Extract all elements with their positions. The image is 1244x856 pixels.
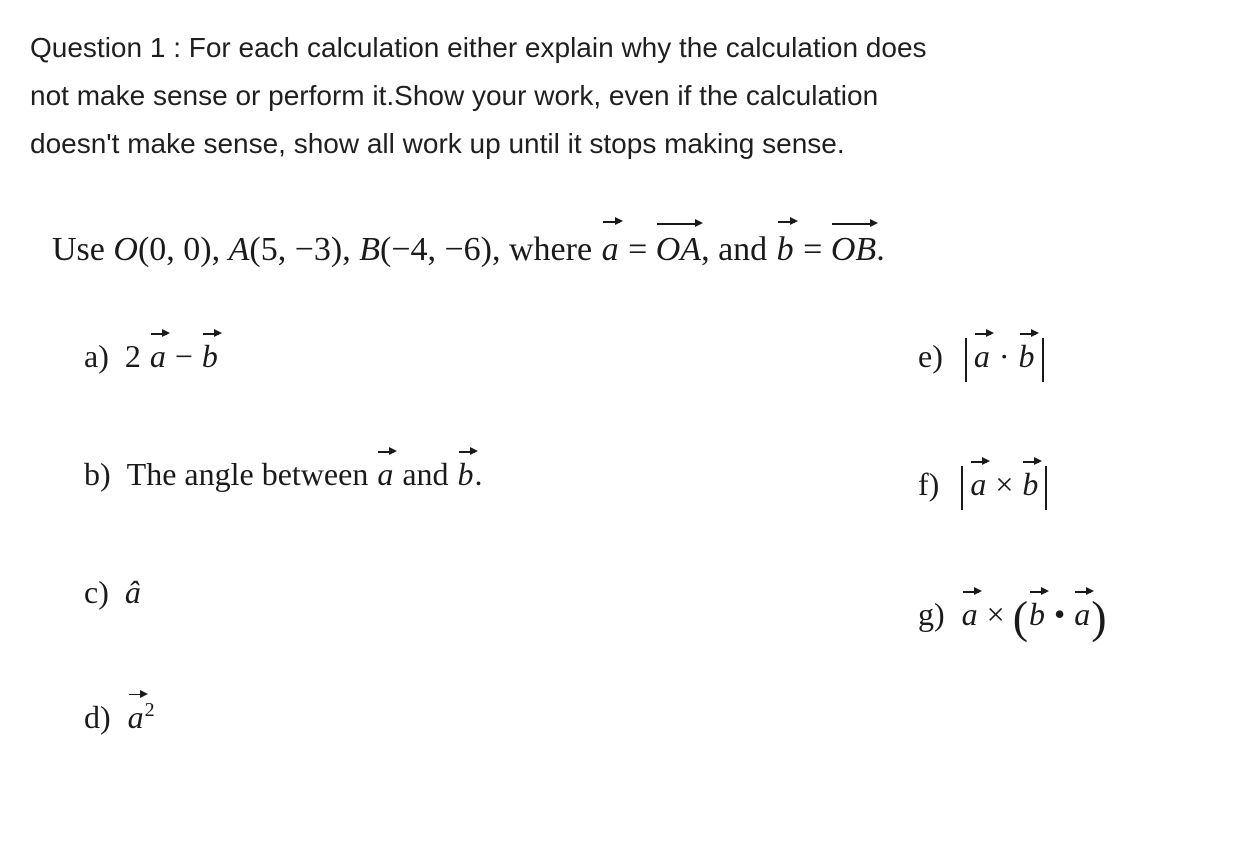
point-o: O: [113, 231, 138, 268]
vector-a: a: [1073, 592, 1091, 636]
given-use: Use: [52, 231, 114, 268]
unit-vector-a: â: [124, 574, 141, 610]
vector-a: a: [376, 452, 394, 496]
equals-sign: =: [794, 231, 831, 268]
vector-a: a: [127, 695, 145, 739]
exponent: 2: [144, 699, 155, 721]
item-f-label: f): [918, 466, 940, 502]
vector-oa: OA: [656, 222, 701, 278]
item-c: [84, 570, 141, 614]
dot-operator: •: [1046, 596, 1074, 632]
item-e-label: e): [918, 338, 943, 374]
equals-sign: =: [619, 231, 656, 268]
abs-bar-left: [961, 466, 963, 510]
vector-b: b: [1028, 592, 1046, 636]
left-paren: (: [1012, 591, 1029, 643]
item-a: [84, 334, 219, 378]
problem-image: [52, 222, 1107, 782]
minus-sign: −: [166, 338, 201, 374]
vector-b: b: [201, 334, 219, 378]
vector-a: a: [969, 462, 987, 506]
item-c-label: c): [84, 574, 109, 610]
given-statement: [52, 222, 885, 278]
question-prompt: [30, 24, 1210, 168]
point-o-coords: (0, 0),: [137, 231, 229, 268]
point-b-coords: (−4, −6), where: [380, 231, 601, 268]
vector-b: b: [776, 222, 795, 278]
item-g: [918, 591, 1107, 643]
item-g-label: g): [918, 596, 945, 632]
point-a-coords: (5, −3),: [249, 231, 360, 268]
point-b: B: [359, 231, 380, 268]
period: .: [876, 231, 885, 268]
item-b-text: The angle between: [126, 456, 377, 492]
vector-b: b: [457, 452, 475, 496]
abs-bar-right: [1045, 466, 1047, 510]
right-paren: ): [1091, 591, 1107, 643]
question-line-1: Question 1 : For each calculation either explain why the calculation does: [30, 32, 927, 63]
item-d: [84, 688, 155, 739]
item-b-label: b): [84, 456, 111, 492]
cross-operator: ×: [987, 466, 1022, 502]
and-text: and: [394, 456, 457, 492]
vector-ob: OB: [831, 222, 876, 278]
item-d-label: d): [84, 698, 111, 735]
dot-operator: ·: [990, 338, 1018, 374]
abs-bar-right: [1042, 338, 1044, 382]
item-e: [918, 334, 1050, 382]
question-line-2: not make sense or perform it.Show your work, even if the calculation: [30, 80, 879, 111]
question-line-3: doesn't make sense, show all work up until it stops making sense.: [30, 128, 845, 159]
vector-b: b: [1021, 462, 1039, 506]
vector-a: a: [149, 334, 167, 378]
cross-operator: ×: [978, 596, 1013, 632]
coefficient: 2: [124, 338, 141, 374]
vector-a: a: [961, 592, 979, 636]
period: .: [474, 456, 483, 492]
vector-a: a: [973, 334, 991, 378]
point-a: A: [228, 231, 250, 268]
item-a-label: a): [84, 338, 109, 374]
item-b: [84, 452, 483, 496]
and-text: , and: [701, 231, 776, 268]
vector-b: b: [1018, 334, 1036, 378]
vector-a: a: [601, 222, 620, 278]
item-f: [918, 462, 1053, 510]
abs-bar-left: [965, 338, 967, 382]
